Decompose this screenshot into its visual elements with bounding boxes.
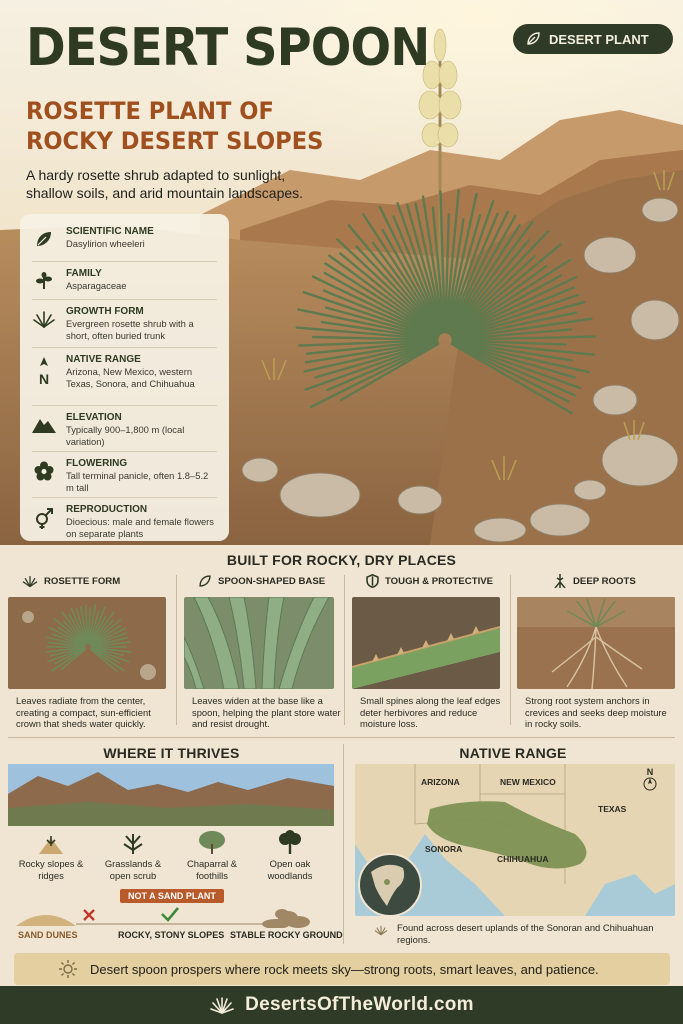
feature-title: ROSETTE FORM [44, 575, 121, 587]
fact-row [32, 220, 217, 262]
ground-label-rocky: ROCKY, STONY SLOPES [118, 930, 225, 940]
feature-description: Small spines along the leaf edges deter herbivores and reduce moisture loss. [360, 695, 501, 730]
roots-icon [553, 574, 567, 588]
map-label-chihuahua: CHIHUAHUA [497, 854, 549, 864]
shrub-icon [197, 830, 227, 854]
fact-label: GROWTH FORM [66, 306, 144, 317]
fact-label: REPRODUCTION [66, 504, 148, 515]
fact-value: Evergreen rosette shrub with a short, often buried trunk [66, 318, 194, 341]
fact-value: Arizona, New Mexico, western Texas, Sonora, and Chihuahua [66, 366, 195, 389]
fact-row [32, 348, 217, 406]
fact-value: Typically 900–1,800 m (local variation) [66, 424, 185, 447]
ground-comparison [16, 898, 334, 928]
map-label-new-mexico: NEW MEXICO [500, 777, 556, 787]
feature-tough-protective [352, 570, 510, 730]
habitat-grasslands [98, 828, 168, 881]
fact-value: Tall terminal panicle, often 1.8–5.2 m tall [66, 470, 209, 493]
feature-title: DEEP ROOTS [573, 575, 636, 587]
compass-north-label: N [646, 767, 654, 777]
habitat-label: Chaparral & foothills [186, 858, 238, 881]
habitat-label: Open oak woodlands [267, 858, 313, 881]
compass-icon [36, 357, 52, 387]
habitat-chaparral [177, 828, 247, 881]
compass-icon [643, 777, 657, 791]
fact-value: Dioecious: male and female flowers on separate plants [66, 516, 214, 539]
oak-tree-icon [277, 830, 303, 854]
feature-title: SPOON-SHAPED BASE [218, 575, 326, 587]
badge-label: DESERT PLANT [549, 31, 649, 47]
feature-deep-roots [517, 570, 675, 730]
flower-icon [34, 461, 54, 481]
fact-value: Dasylirion wheeleri [66, 238, 145, 249]
fact-label: ELEVATION [66, 412, 122, 423]
feature-rosette-form [8, 570, 166, 730]
feature-description: Strong root system anchors in crevices and seeks deep moisture in rocky soils. [525, 695, 667, 730]
map-label-sonora: SONORA [425, 844, 463, 854]
sun-icon [58, 959, 78, 979]
fact-row [32, 498, 217, 544]
fact-label: FLOWERING [66, 458, 128, 469]
not-sand-plant-tag: NOT A SAND PLANT [120, 889, 224, 903]
fact-row [32, 406, 217, 452]
feature-description: Leaves radiate from the center, creating a compact, sun-efficient crown that sheds water quickly. [16, 695, 151, 730]
sprout-icon [34, 271, 54, 291]
rosette-icon [22, 574, 38, 588]
leaf-icon [198, 574, 212, 588]
feature-spoon-shaped-base [184, 570, 342, 730]
shield-icon [366, 574, 379, 588]
fact-value: Asparagaceae [66, 280, 127, 291]
ground-label-stable: STABLE ROCKY GROUND [230, 930, 343, 940]
page-title: DESERT SPOON [26, 18, 430, 78]
habitat-oak-woodlands [255, 828, 325, 881]
intro-text: A hardy rosette shrub adapted to sunlight, shallow soils, and arid mountain landscapes. [26, 167, 304, 201]
leaf-icon [525, 31, 541, 47]
habitat-label: Grasslands & open scrub [104, 858, 162, 881]
fact-label: FAMILY [66, 268, 102, 279]
callout-text: Desert spoon prospers where rock meets sky—strong roots, smart leaves, and patience. [90, 961, 599, 977]
habitat-rocky-slopes [16, 828, 86, 881]
footer-site-link[interactable]: DesertsOfTheWorld.com [245, 994, 474, 1015]
footer [0, 986, 683, 1024]
ground-label-sand: SAND DUNES [18, 930, 78, 940]
page-subtitle: ROSETTE PLANT OF ROCKY DESERT SLOPES [26, 97, 324, 155]
fact-row [32, 452, 217, 498]
range-caption-text: Found across desert uplands of the Sonoran and Chihuahuan regions. [397, 922, 654, 945]
spoon-base-photo [184, 597, 334, 689]
fact-label: NATIVE RANGE [66, 354, 141, 365]
summary-callout [14, 953, 670, 985]
grass-icon [121, 830, 145, 854]
map-label-texas: TEXAS [598, 804, 627, 814]
range-section-title: NATIVE RANGE [459, 745, 567, 761]
mountain-icon [32, 415, 56, 433]
fact-label: SCIENTIFIC NAME [66, 226, 154, 237]
rosette-icon [209, 995, 235, 1015]
rosette-icon [373, 924, 389, 936]
leaf-icon [34, 229, 54, 249]
compass-rose [640, 767, 660, 796]
desert-plant-badge [513, 24, 673, 54]
leaf-spines-photo [352, 597, 500, 689]
feature-title: TOUGH & PROTECTIVE [385, 575, 494, 587]
map-label-arizona: ARIZONA [421, 777, 460, 787]
feature-description: Leaves widen at the base like a spoon, helping the plant store water and resist drought. [192, 695, 341, 730]
gender-icon [33, 507, 55, 529]
svg-text:N: N [38, 371, 50, 387]
range-caption [373, 922, 673, 945]
roots-photo [517, 597, 675, 689]
fact-row [32, 262, 217, 300]
globe-inset [357, 852, 423, 918]
habitat-landscape-photo [8, 764, 334, 826]
built-section-title: BUILT FOR ROCKY, DRY PLACES [226, 552, 457, 568]
rosette-photo [8, 597, 166, 689]
fact-card [20, 214, 229, 541]
thrives-section-title: WHERE IT THRIVES [103, 745, 240, 761]
fact-row [32, 300, 217, 348]
rosette-icon [33, 309, 55, 329]
habitat-label: Rocky slopes & ridges [18, 858, 84, 881]
rocky-slope-icon [37, 832, 65, 854]
